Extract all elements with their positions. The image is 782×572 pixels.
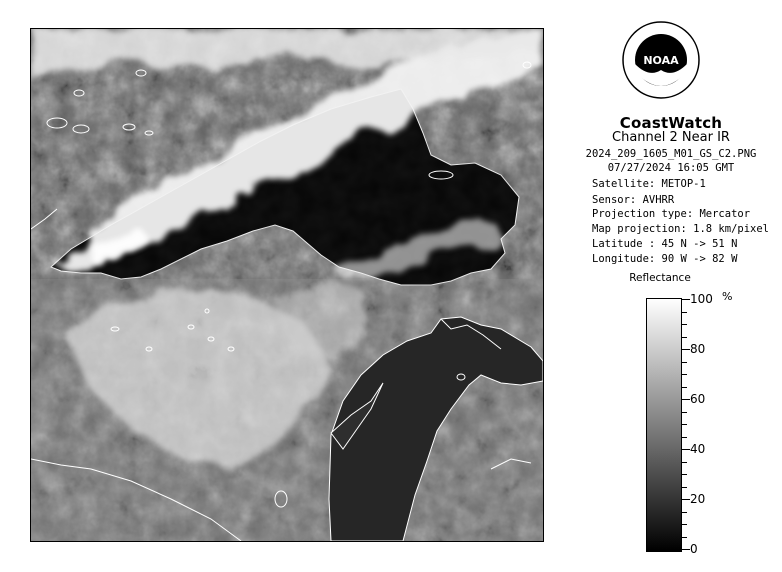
colorbar-tick-label: 60 <box>690 392 706 406</box>
colorbar-tick-label: 0 <box>690 542 698 556</box>
noaa-logo-icon <box>621 20 701 110</box>
colorbar-minor-tick <box>682 462 687 463</box>
colorbar-tick-label: 20 <box>690 492 706 506</box>
brand-name: CoastWatch <box>619 114 723 132</box>
filename: 2024_209_1605_M01_GS_C2.PNG <box>585 148 757 160</box>
colorbar-major-tick <box>682 449 690 450</box>
colorbar-minor-tick <box>682 474 687 475</box>
colorbar-major-tick <box>682 349 690 350</box>
colorbar-tick-label: 80 <box>690 342 706 356</box>
colorbar-major-tick <box>682 399 690 400</box>
colorbar-tick-label: 100 <box>690 292 713 306</box>
colorbar-title: Reflectance <box>629 272 691 284</box>
channel-label: Channel 2 Near IR <box>612 130 730 145</box>
longitude: Longitude: 90 W -> 82 W <box>592 253 738 265</box>
colorbar-minor-tick <box>682 374 687 375</box>
colorbar <box>646 298 682 552</box>
colorbar-unit: % <box>722 290 733 303</box>
satellite-image-svg <box>31 29 543 541</box>
satellite-image[interactable] <box>30 28 544 542</box>
colorbar-minor-tick <box>682 487 687 488</box>
colorbar-major-tick <box>682 549 690 550</box>
colorbar-minor-tick <box>682 412 687 413</box>
colorbar-minor-tick <box>682 312 687 313</box>
satellite: Satellite: METOP-1 <box>592 178 706 190</box>
colorbar-minor-tick <box>682 424 687 425</box>
colorbar-minor-tick <box>682 537 687 538</box>
latitude: Latitude : 45 N -> 51 N <box>592 238 738 250</box>
colorbar-minor-tick <box>682 387 687 388</box>
projection-type: Projection type: Mercator <box>592 208 751 220</box>
logo-text: NOAA <box>643 54 679 67</box>
map-projection: Map projection: 1.8 km/pixel <box>592 223 770 235</box>
colorbar-minor-tick <box>682 337 687 338</box>
colorbar-major-tick <box>682 499 690 500</box>
colorbar-minor-tick <box>682 524 687 525</box>
colorbar-minor-tick <box>682 362 687 363</box>
colorbar-minor-tick <box>682 324 687 325</box>
colorbar-major-tick <box>682 299 690 300</box>
sensor: Sensor: AVHRR <box>592 194 675 206</box>
datetime: 07/27/2024 16:05 GMT <box>607 162 735 174</box>
colorbar-tick-label: 40 <box>690 442 706 456</box>
colorbar-minor-tick <box>682 437 687 438</box>
colorbar-minor-tick <box>682 512 687 513</box>
